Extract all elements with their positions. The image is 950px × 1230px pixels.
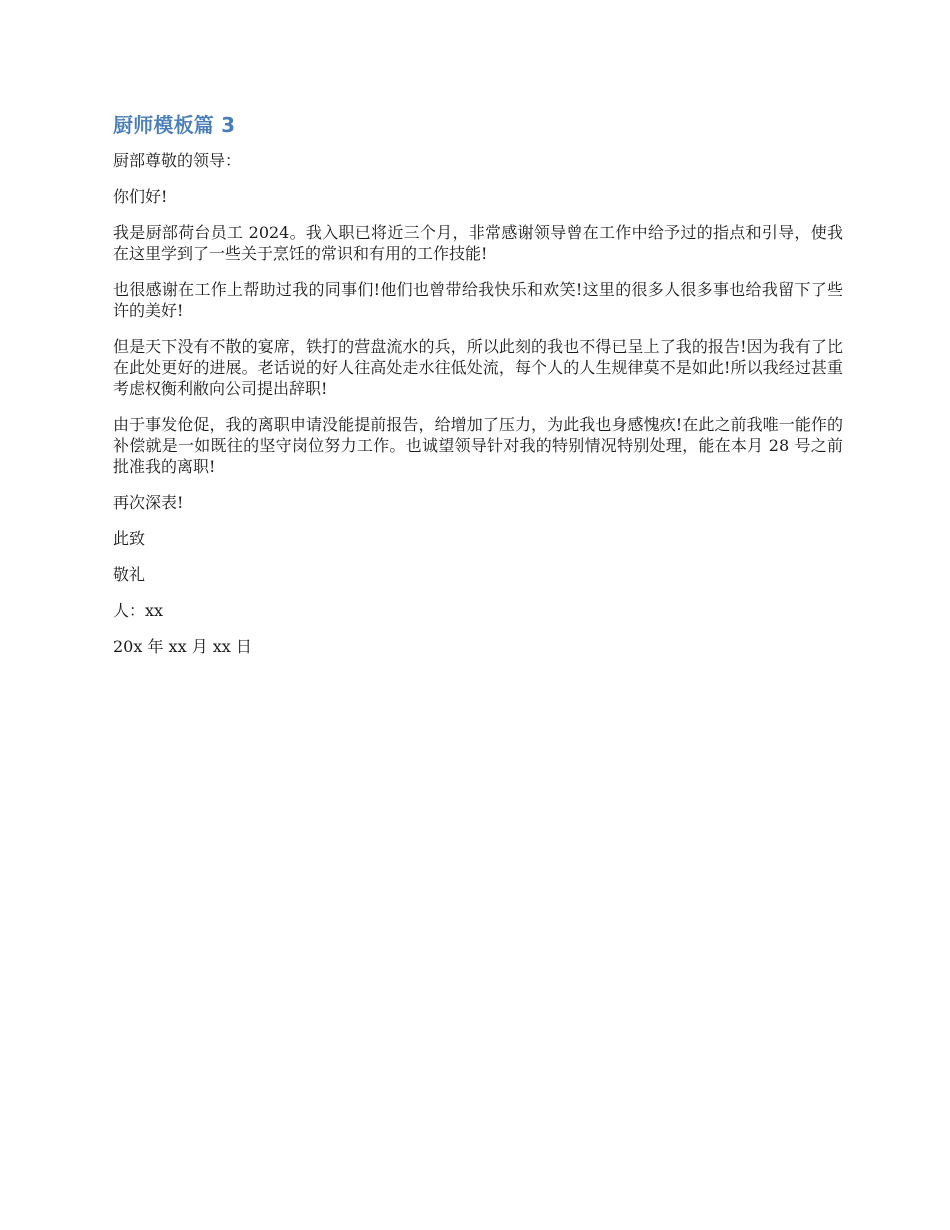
body-paragraph-request: 由于事发伧促，我的离职申请没能提前报告，给增加了压力，为此我也身感愧疚!在此之前我唯一能作的补偿就是一如既往的坚守岗位努力工作。也诚望领导针对我的特别情况特别处理，能在本月 28 号之前批准我的离职! — [113, 415, 843, 476]
greeting: 你们好! — [113, 187, 168, 206]
body-paragraph-intro: 我是厨部荷台员工 2024。我入职已将近三个月，非常感谢领导曾在工作中给予过的指点和引导，使我在这里学到了一些关于烹饪的常识和有用的工作技能! — [113, 223, 843, 263]
closing-jingli: 敬礼 — [113, 565, 146, 584]
salutation: 厨部尊敬的领导： — [113, 151, 242, 170]
signature-line: 人：xx — [113, 601, 164, 620]
body-paragraph-reason: 但是天下没有不散的宴席，铁打的营盘流水的兵，所以此刻的我也不得已呈上了我的报告!因为我有了比在此处更好的进展。老话说的好人往高处走水往低处流，每个人的人生规律莫不是如此!所以我经过甚重考虑权衡利敝向公司提出辞职! — [113, 337, 843, 398]
body-paragraph-thanks: 也很感谢在工作上帮助过我的同事们!他们也曾带给我快乐和欢笑!这里的很多人很多事也给我留下了些许的美好! — [113, 280, 843, 320]
date-line: 20x 年 xx 月 xx 日 — [113, 637, 252, 656]
document-page — [113, 110, 843, 672]
closing-cizhi: 此致 — [113, 529, 146, 548]
document-title: 厨师模板篇 3 — [113, 113, 236, 137]
closing-remark: 再次深表! — [113, 493, 184, 512]
